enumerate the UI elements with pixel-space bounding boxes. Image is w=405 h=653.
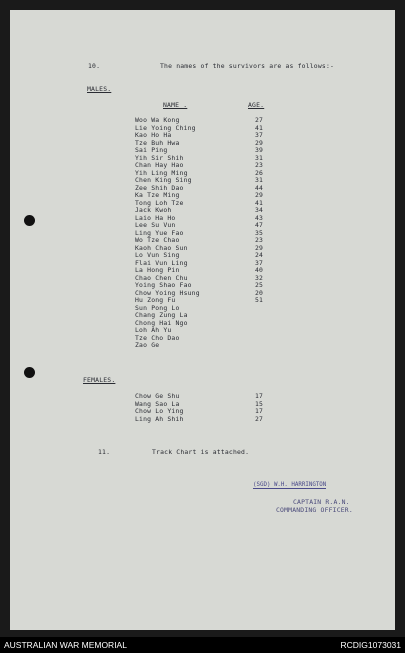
survivor-name: Chong Hai Ngo xyxy=(135,318,188,327)
survivor-age: 20 xyxy=(255,288,264,297)
survivor-age: 34 xyxy=(255,206,264,214)
survivor-age: 17 xyxy=(255,392,264,400)
survivor-name: Chow Yoing Hsung xyxy=(135,288,200,297)
survivor-name: Tong Loh Tze xyxy=(135,198,184,207)
survivor-age: 35 xyxy=(255,228,264,237)
survivor-name: Sai Ping xyxy=(135,146,168,154)
survivor-age: 51 xyxy=(255,296,264,304)
footer-reference: RCDIG1073031 xyxy=(340,640,401,650)
survivor-age: 24 xyxy=(255,251,264,259)
survivor-name: Yih Sir Shih xyxy=(135,153,184,162)
punch-hole xyxy=(24,215,35,226)
survivor-name: Sun Pong Lo xyxy=(135,303,180,312)
survivor-name: Ling Ah Shih xyxy=(135,414,184,423)
footer-institution: AUSTRALIAN WAR MEMORIAL xyxy=(4,640,127,650)
item-number-10: 10. xyxy=(88,62,101,70)
survivor-age: 37 xyxy=(255,258,264,267)
survivor-name: Flai Vun Ling xyxy=(135,258,188,267)
survivor-name: Tze Cho Dao xyxy=(135,333,180,342)
survivor-age: 15 xyxy=(255,399,264,408)
survivor-name: Zao Ge xyxy=(135,341,160,349)
survivor-age: 27 xyxy=(255,414,264,423)
survivor-age: 29 xyxy=(255,191,264,199)
survivor-name: Zee Shih Dao xyxy=(135,183,184,192)
survivor-name: Laio Ha Ho xyxy=(135,213,176,222)
survivor-name: Chen King Sing xyxy=(135,176,192,184)
survivor-name: Yih Ling Ming xyxy=(135,168,188,177)
survivor-name: Chao Chen Chu xyxy=(135,273,188,282)
survivor-name: Chang Zung La xyxy=(135,311,188,319)
survivor-age: 23 xyxy=(255,236,264,244)
survivor-age: 47 xyxy=(255,221,264,229)
survivor-name: Chow Lo Ying xyxy=(135,407,184,415)
survivor-age: 44 xyxy=(255,183,264,192)
survivor-age: 32 xyxy=(255,273,264,282)
age-column-header: AGE. xyxy=(248,101,265,109)
survivor-age: 25 xyxy=(255,281,264,289)
survivor-age: 41 xyxy=(255,198,264,207)
survivor-name: Kao Ho Ha xyxy=(135,131,172,139)
survivor-name: La Hong Pin xyxy=(135,266,180,274)
survivor-name: Tze Buh Hwa xyxy=(135,138,180,147)
survivor-age: 29 xyxy=(255,243,264,252)
survivor-name: Woo Wa Kong xyxy=(135,116,180,124)
signature-stamp: (SGD) W.H. HARRINGTON xyxy=(253,482,327,488)
survivor-name: Jack Kwoh xyxy=(135,206,172,214)
document-page xyxy=(10,10,395,630)
survivor-name: Loh Ah Yu xyxy=(135,326,172,334)
survivor-name: Wo Tze Chao xyxy=(135,236,180,244)
item-11-text: Track Chart is attached. xyxy=(152,448,250,456)
survivor-name: Ling Yue Fao xyxy=(135,228,184,237)
survivor-name: Hu Zong Fu xyxy=(135,296,176,304)
survivor-age: 31 xyxy=(255,153,264,162)
survivor-name: Chan Hay Hao xyxy=(135,161,184,169)
survivor-name: Lee Su Vun xyxy=(135,221,176,229)
survivor-name: Ka Tze Ming xyxy=(135,191,180,199)
survivor-age: 23 xyxy=(255,161,264,169)
position-line: COMMANDING OFFICER. xyxy=(276,506,353,514)
survivor-age: 27 xyxy=(255,116,264,124)
survivor-age: 39 xyxy=(255,146,264,154)
survivor-age: 37 xyxy=(255,131,264,139)
females-heading: FEMALES. xyxy=(83,376,116,384)
survivor-age: 43 xyxy=(255,213,264,222)
survivor-age: 17 xyxy=(255,407,264,415)
punch-hole xyxy=(24,367,35,378)
survivor-name: Lie Yoing Ching xyxy=(135,123,196,132)
name-column-header: NAME . xyxy=(163,101,188,109)
item-number-11: 11. xyxy=(98,448,111,456)
survivor-name: Wang Sao La xyxy=(135,399,180,408)
survivor-name: Yoing Shao Fao xyxy=(135,281,192,289)
survivor-age: 31 xyxy=(255,176,264,184)
males-heading: MALES. xyxy=(87,85,112,93)
intro-text: The names of the survivors are as follows:- xyxy=(160,62,335,70)
survivor-age: 29 xyxy=(255,138,264,147)
survivor-name: Lo Vun Sing xyxy=(135,251,180,259)
archive-footer xyxy=(0,637,405,653)
survivor-age: 41 xyxy=(255,123,264,132)
survivor-age: 26 xyxy=(255,168,264,177)
survivor-age: 40 xyxy=(255,266,264,274)
survivor-name: Chow Ge Shu xyxy=(135,392,180,400)
survivor-name: Kaoh Chao Sun xyxy=(135,243,188,252)
rank-line: CAPTAIN R.A.N. xyxy=(293,498,350,506)
